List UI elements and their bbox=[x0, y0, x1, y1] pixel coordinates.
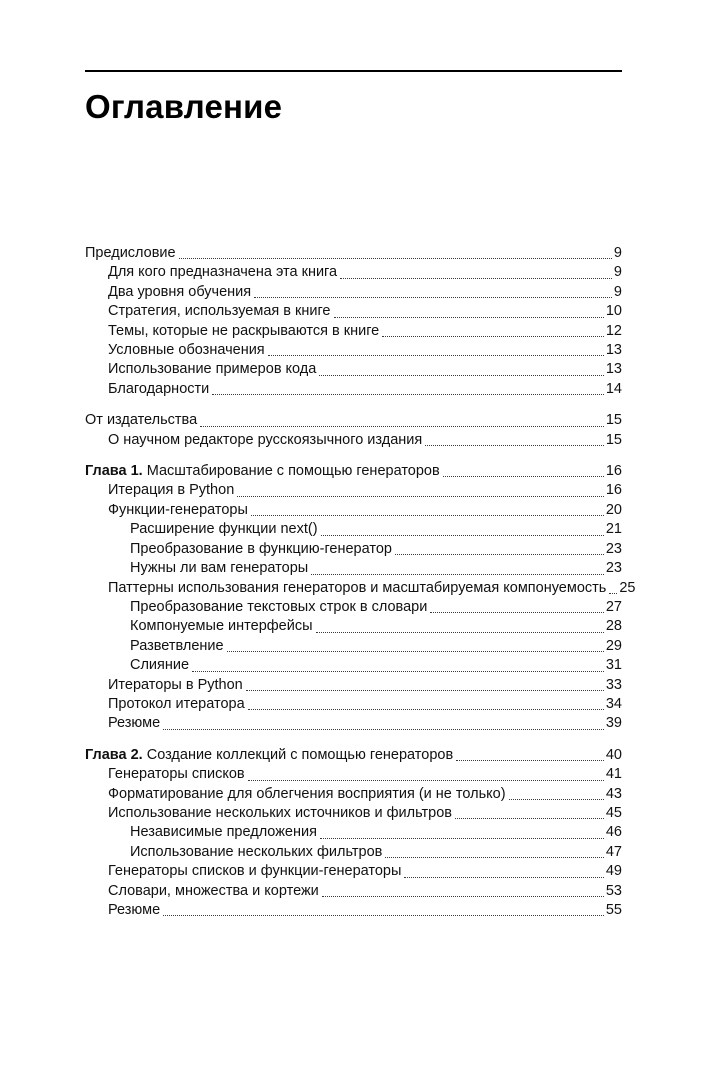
dot-leader bbox=[443, 462, 604, 477]
toc-entry-page: 23 bbox=[605, 540, 622, 557]
dot-leader bbox=[163, 901, 604, 916]
toc-entry-title: Создание коллекций с помощью генераторов bbox=[142, 746, 454, 763]
toc-entry-page: 9 bbox=[613, 245, 622, 261]
toc-entry-title: Генераторы списков и функции-генераторы bbox=[108, 863, 402, 880]
toc-entry-text bbox=[108, 579, 606, 598]
toc-entry-row bbox=[85, 520, 622, 539]
dot-leader bbox=[340, 263, 612, 278]
toc-entry-title: О научном редакторе русскоязычного издания bbox=[108, 431, 423, 448]
toc-entry-text bbox=[108, 804, 452, 823]
toc-entry-title: Резюме bbox=[108, 715, 161, 732]
dot-leader bbox=[200, 411, 604, 426]
toc-entry-title: Итераторы в Python bbox=[108, 676, 243, 693]
dot-leader bbox=[311, 559, 604, 574]
toc-entry-text bbox=[108, 882, 319, 901]
toc-entry-title: Независимые предложения bbox=[130, 824, 317, 841]
toc-entry-page: 28 bbox=[605, 618, 622, 635]
toc-entry-row bbox=[85, 263, 622, 282]
toc-entry-text bbox=[130, 540, 392, 559]
toc-entry-title: Преобразование в функцию-генератор bbox=[130, 540, 392, 557]
toc-entry-title: Темы, которые не раскрываются в книге bbox=[108, 322, 380, 339]
toc-entry-text bbox=[108, 322, 379, 341]
toc-entry-row bbox=[85, 695, 622, 714]
toc-entry-row bbox=[85, 501, 622, 520]
toc-entry-page: 13 bbox=[605, 361, 622, 378]
toc-entry-text bbox=[108, 695, 245, 714]
toc-entry-row bbox=[85, 322, 622, 341]
dot-leader bbox=[248, 695, 604, 710]
toc-entry-title: Использование примеров кода bbox=[108, 361, 317, 378]
toc-entry-title: Функции-генераторы bbox=[108, 501, 248, 518]
toc-entry-page: 55 bbox=[605, 902, 622, 918]
toc-entry-text bbox=[108, 263, 337, 282]
toc-entry-text bbox=[108, 765, 245, 784]
toc-entry-page: 14 bbox=[605, 380, 622, 397]
dot-leader bbox=[212, 380, 604, 395]
toc-entry-page: 9 bbox=[613, 283, 622, 300]
toc-entry-row bbox=[85, 540, 622, 559]
toc-entry-row bbox=[85, 302, 622, 321]
dot-leader bbox=[254, 283, 612, 298]
toc-entry-prefix: Глава 1. bbox=[85, 463, 143, 480]
dot-leader bbox=[404, 862, 603, 877]
toc-entry-row bbox=[85, 598, 622, 617]
toc-entry-title: Итерация в Python bbox=[108, 482, 235, 499]
toc-entry-row bbox=[85, 579, 636, 598]
toc-entry-row bbox=[85, 804, 622, 823]
toc-entry-page: 10 bbox=[605, 303, 622, 320]
toc-entry-page: 29 bbox=[605, 637, 622, 654]
dot-leader bbox=[395, 540, 604, 555]
toc-entry-page: 9 bbox=[613, 264, 622, 281]
dot-leader bbox=[320, 823, 604, 838]
toc-entry-row bbox=[85, 431, 622, 450]
toc-entry-title: Паттерны использования генераторов и масштабируемая компонуемость bbox=[108, 579, 607, 596]
toc-entry-text bbox=[108, 901, 160, 920]
toc-entry-prefix: Глава 2. bbox=[85, 746, 143, 763]
toc-entry-page: 39 bbox=[605, 715, 622, 732]
toc-entry-row bbox=[85, 901, 622, 920]
toc-entry-text bbox=[108, 360, 316, 379]
toc-entry-title: Разветвление bbox=[130, 637, 224, 654]
toc-entry-row bbox=[85, 462, 622, 481]
toc-entry-text bbox=[85, 411, 197, 430]
dot-leader bbox=[382, 322, 604, 337]
toc-entry-row bbox=[85, 862, 622, 881]
toc-entry-page: 31 bbox=[605, 657, 622, 674]
toc-entry-row bbox=[85, 559, 622, 578]
top-rule bbox=[85, 70, 622, 72]
toc-entry-text bbox=[130, 637, 224, 656]
toc-entry-text bbox=[108, 481, 234, 500]
toc-entry-text bbox=[108, 302, 331, 321]
toc-entry-page: 49 bbox=[605, 863, 622, 880]
toc-entry-page: 34 bbox=[605, 695, 622, 712]
toc-entry-page: 43 bbox=[605, 785, 622, 802]
toc-entry-text bbox=[108, 862, 401, 881]
toc-entry-title: Резюме bbox=[108, 902, 161, 918]
toc-entry-title: Компонуемые интерфейсы bbox=[130, 618, 313, 635]
toc-entry-title: Использование нескольких фильтров bbox=[130, 843, 383, 860]
toc-entry-title: Нужны ли вам генераторы bbox=[130, 560, 309, 577]
dot-leader bbox=[237, 481, 604, 496]
dot-leader bbox=[319, 360, 604, 375]
toc-entry-page: 16 bbox=[605, 482, 622, 499]
dot-leader bbox=[163, 714, 604, 729]
toc-entry-title: Условные обозначения bbox=[108, 342, 265, 359]
dot-leader bbox=[425, 431, 604, 446]
toc-entry-page: 23 bbox=[605, 560, 622, 577]
toc-entry-row bbox=[85, 283, 622, 302]
toc-entry-title: Два уровня обучения bbox=[108, 283, 252, 300]
toc-entry-row bbox=[85, 380, 622, 399]
toc-entry-text bbox=[130, 843, 382, 862]
toc-entry-title: Преобразование текстовых строк в словари bbox=[130, 598, 428, 615]
toc-entry-row bbox=[85, 341, 622, 360]
toc-entry-page: 15 bbox=[605, 412, 622, 429]
toc-entry-row bbox=[85, 714, 622, 733]
dot-leader bbox=[609, 579, 617, 594]
toc-entry-text bbox=[108, 714, 160, 733]
toc-entry-row bbox=[85, 411, 622, 430]
toc-entry-title: Использование нескольких источников и фильтров bbox=[108, 804, 452, 821]
toc-entry-page: 53 bbox=[605, 882, 622, 899]
toc-entry-page: 33 bbox=[605, 676, 622, 693]
toc-entry-row bbox=[85, 823, 622, 842]
toc-entry-text bbox=[108, 501, 248, 520]
toc-entry-text bbox=[108, 785, 506, 804]
dot-leader bbox=[192, 656, 604, 671]
toc-entry-text bbox=[108, 341, 265, 360]
dot-leader bbox=[179, 244, 612, 259]
dot-leader bbox=[334, 302, 604, 317]
book-page bbox=[0, 70, 708, 1071]
toc-entry-row bbox=[85, 244, 622, 263]
toc-entry-page: 15 bbox=[605, 431, 622, 448]
toc-entry-page: 27 bbox=[605, 598, 622, 615]
toc-entry-title: Благодарности bbox=[108, 380, 210, 397]
toc-entry-text bbox=[130, 823, 317, 842]
toc-entry-title: Расширение функции next() bbox=[130, 521, 318, 538]
page-title: Оглавление bbox=[85, 88, 283, 125]
toc-entry-page: 12 bbox=[605, 322, 622, 339]
toc-entry-text bbox=[130, 559, 308, 578]
toc-entry-row bbox=[85, 360, 622, 379]
dot-leader bbox=[456, 746, 604, 761]
toc-entry-row bbox=[85, 843, 622, 862]
toc-entry-page: 16 bbox=[605, 463, 622, 480]
toc-entry-page: 46 bbox=[605, 824, 622, 841]
toc-entry-title: Масштабирование с помощью генераторов bbox=[142, 463, 440, 480]
toc-entry-page: 45 bbox=[605, 804, 622, 821]
toc-entry-title: Для кого предназначена эта книга bbox=[108, 264, 338, 281]
toc-entry-page: 47 bbox=[605, 843, 622, 860]
dot-leader bbox=[322, 882, 604, 897]
toc-entry-title: Предисловие bbox=[85, 245, 176, 261]
dot-leader bbox=[321, 520, 604, 535]
toc-entry-text bbox=[130, 520, 318, 539]
toc-entry-page: 13 bbox=[605, 342, 622, 359]
dot-leader bbox=[246, 676, 604, 691]
toc-entry-text bbox=[130, 617, 313, 636]
toc-entry-page: 25 bbox=[619, 579, 636, 596]
toc-entry-title: Протокол итератора bbox=[108, 695, 245, 712]
dot-leader bbox=[251, 501, 604, 516]
dot-leader bbox=[227, 637, 604, 652]
toc-entry-row bbox=[85, 637, 622, 656]
toc-entry-text bbox=[108, 380, 209, 399]
dot-leader bbox=[509, 785, 604, 800]
toc-entry-text bbox=[85, 746, 453, 765]
toc-entry-row bbox=[85, 882, 622, 901]
toc-entry-row bbox=[85, 676, 622, 695]
toc-entry-row bbox=[85, 481, 622, 500]
dot-leader bbox=[248, 765, 604, 780]
dot-leader bbox=[385, 843, 604, 858]
toc-entry-row bbox=[85, 617, 622, 636]
toc-entry-text bbox=[108, 676, 243, 695]
toc-entry-page: 40 bbox=[605, 746, 622, 763]
toc-entry-title: От издательства bbox=[85, 412, 198, 429]
toc-entry-page: 21 bbox=[605, 521, 622, 538]
toc-entry-title: Стратегия, используемая в книге bbox=[108, 303, 331, 320]
toc-entry-text bbox=[108, 283, 251, 302]
toc-entry-text bbox=[130, 656, 189, 675]
toc-entry-page: 41 bbox=[605, 766, 622, 783]
toc-entry-title: Слияние bbox=[130, 657, 190, 674]
toc-entry-row bbox=[85, 656, 622, 675]
toc-entry-row bbox=[85, 746, 622, 765]
toc-list bbox=[85, 244, 636, 920]
dot-leader bbox=[316, 617, 604, 632]
toc-entry-text bbox=[85, 244, 176, 263]
toc-entry-text bbox=[85, 462, 440, 481]
dot-leader bbox=[430, 598, 604, 613]
dot-leader bbox=[268, 341, 604, 356]
toc-entry-title: Словари, множества и кортежи bbox=[108, 882, 319, 899]
toc-entry-title: Генераторы списков bbox=[108, 766, 245, 783]
toc-entry-row bbox=[85, 765, 622, 784]
toc-entry-text bbox=[108, 431, 422, 450]
toc-entry-row bbox=[85, 785, 622, 804]
dot-leader bbox=[455, 804, 604, 819]
toc-entry-page: 20 bbox=[605, 501, 622, 518]
toc-entry-text bbox=[130, 598, 427, 617]
toc-entry-title: Форматирование для облегчения восприятия (и не только) bbox=[108, 785, 506, 802]
